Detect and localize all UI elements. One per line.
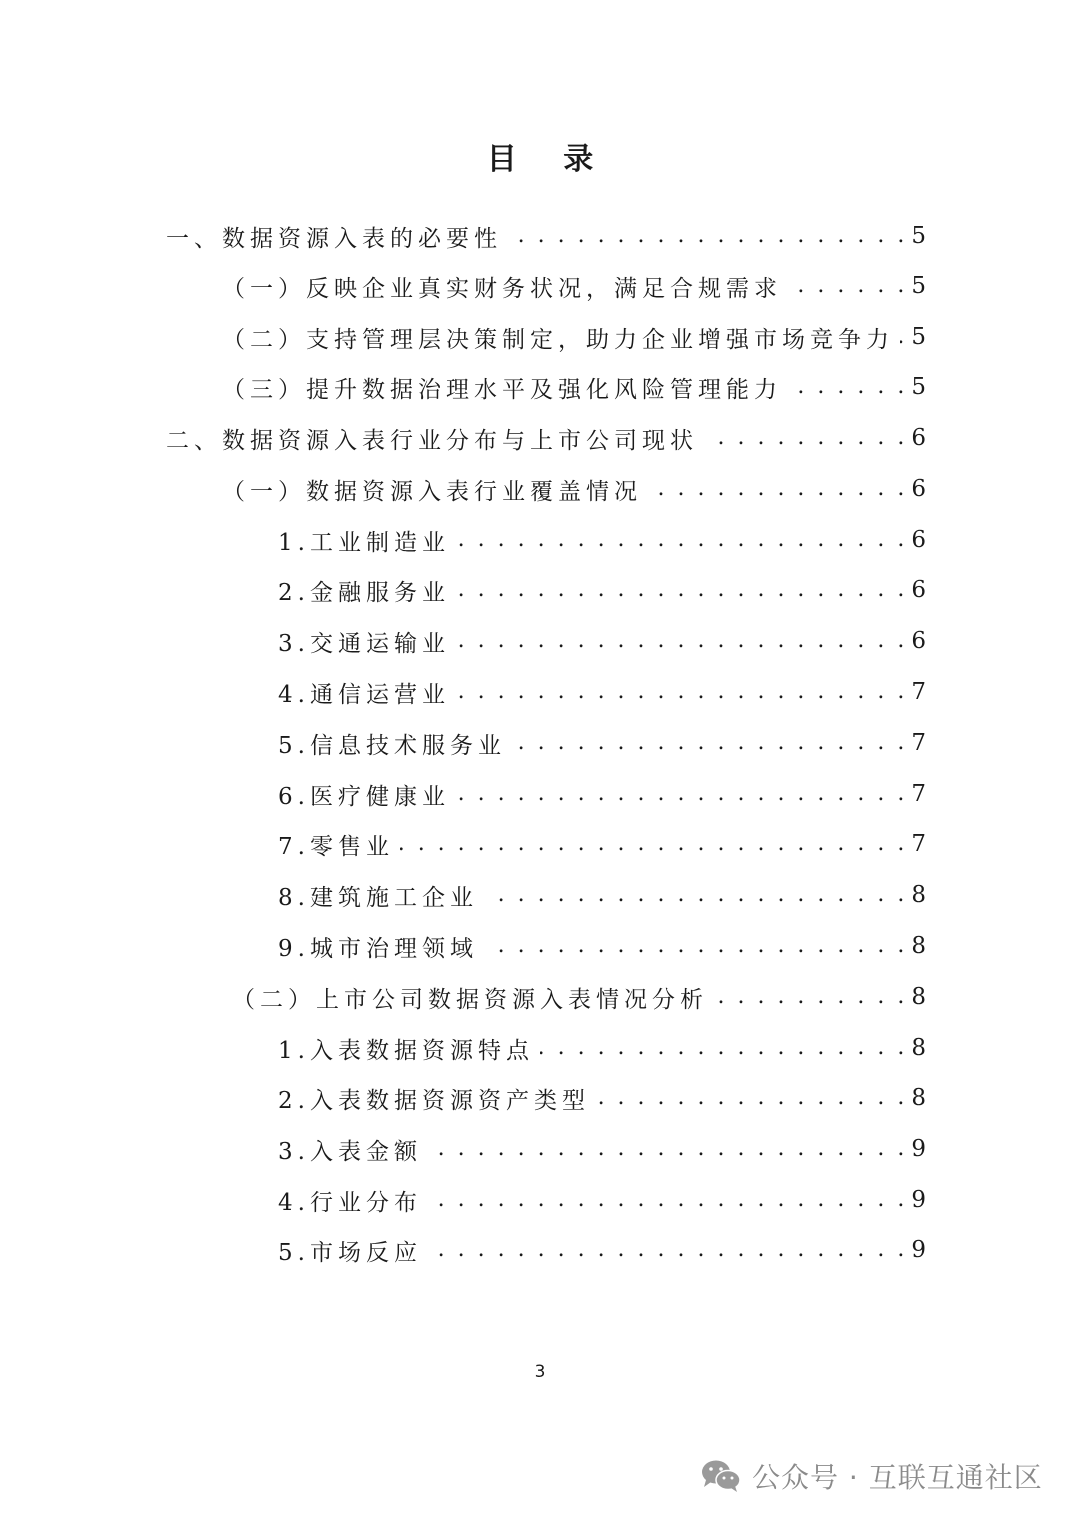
toc-entry-page: 6 xyxy=(911,577,926,603)
toc-entry-label: 5.信息技术服务业 xyxy=(278,732,506,759)
toc-entry[interactable] xyxy=(278,1026,926,1070)
toc-entry-page: 5 xyxy=(911,374,926,400)
toc-entry-page: 5 xyxy=(911,273,926,299)
toc-entry-page: 7 xyxy=(911,730,926,756)
toc-entry[interactable] xyxy=(278,1178,926,1222)
toc-entry[interactable] xyxy=(278,619,926,663)
toc-entry[interactable] xyxy=(222,264,926,308)
toc-entry[interactable] xyxy=(278,873,926,917)
toc-entry-label: 6.医疗健康业 xyxy=(278,783,450,810)
toc-entry-page: 8 xyxy=(911,984,926,1010)
toc-entry[interactable] xyxy=(278,1076,926,1120)
toc-entry-label: 4.通信运营业 xyxy=(278,681,450,708)
toc-entry-label: （二）上市公司数据资源入表情况分析 xyxy=(232,986,708,1013)
toc-entry[interactable] xyxy=(166,214,926,258)
toc-entry-page: 7 xyxy=(911,831,926,857)
toc-leader-dots xyxy=(456,518,907,562)
toc-entry[interactable] xyxy=(278,1228,926,1272)
toc-entry-label: 5.市场反应 xyxy=(278,1239,422,1266)
toc-entry-page: 5 xyxy=(911,223,926,249)
toc-entry-page: 9 xyxy=(911,1237,926,1263)
toc-entry-label: 二、数据资源入表行业分布与上市公司现状 xyxy=(166,427,698,454)
toc-entry[interactable] xyxy=(278,721,926,765)
toc-entry[interactable] xyxy=(222,315,926,359)
toc-entry-page: 7 xyxy=(911,781,926,807)
toc-leader-dots xyxy=(540,1026,907,1070)
toc-entry-page: 8 xyxy=(911,933,926,959)
watermark xyxy=(700,1456,1043,1496)
toc-entry[interactable] xyxy=(278,924,926,968)
toc-entry[interactable] xyxy=(222,365,926,409)
toc-entry-page: 6 xyxy=(911,628,926,654)
toc-entry-page: 6 xyxy=(911,425,926,451)
toc-leader-dots xyxy=(484,873,907,917)
toc-leader-dots xyxy=(400,822,907,866)
toc-entry[interactable] xyxy=(222,467,926,511)
toc-leader-dots xyxy=(428,1228,907,1272)
toc-entry-label: （二）支持管理层决策制定，助力企业增强市场竞争力 xyxy=(222,326,894,353)
toc-leader-dots xyxy=(788,264,907,308)
toc-entry-label: 2.金融服务业 xyxy=(278,579,450,606)
toc-leader-dots xyxy=(704,416,907,460)
toc-leader-dots xyxy=(456,772,907,816)
toc-entry-page: 9 xyxy=(911,1187,926,1213)
toc-entry[interactable] xyxy=(278,1127,926,1171)
toc-entry-label: 3.入表金额 xyxy=(278,1138,422,1165)
toc-entry-label: 8.建筑施工企业 xyxy=(278,884,478,911)
toc-leader-dots xyxy=(484,924,907,968)
toc-entry-label: 4.行业分布 xyxy=(278,1189,422,1216)
toc-entry-label: 一、数据资源入表的必要性 xyxy=(166,225,502,252)
toc-entry[interactable] xyxy=(232,975,926,1019)
toc-entry[interactable] xyxy=(278,670,926,714)
page-number: 3 xyxy=(534,1362,546,1382)
toc-leader-dots xyxy=(456,619,907,663)
toc-leader-dots xyxy=(900,315,907,359)
toc-leader-dots xyxy=(512,721,907,765)
toc-entry-label: 9.城市治理领域 xyxy=(278,935,478,962)
toc-entry-page: 9 xyxy=(911,1136,926,1162)
toc-entry-label: 1.入表数据资源特点 xyxy=(278,1037,534,1064)
toc-leader-dots xyxy=(648,467,907,511)
wechat-icon xyxy=(700,1458,742,1494)
toc-entry-label: 3.交通运输业 xyxy=(278,630,450,657)
toc-entry-page: 8 xyxy=(911,882,926,908)
toc-entry-page: 8 xyxy=(911,1085,926,1111)
toc-leader-dots xyxy=(428,1178,907,1222)
toc-entry-label: （一）数据资源入表行业覆盖情况 xyxy=(222,478,642,505)
toc-entry-label: （一）反映企业真实财务状况，满足合规需求 xyxy=(222,275,782,302)
toc-entry[interactable] xyxy=(278,772,926,816)
toc-entry-label: （三）提升数据治理水平及强化风险管理能力 xyxy=(222,376,782,403)
toc-leader-dots xyxy=(508,214,907,258)
toc-leader-dots xyxy=(788,365,907,409)
toc-leader-dots xyxy=(456,568,907,612)
watermark-text: 公众号 · 互联互通社区 xyxy=(752,1461,1043,1494)
toc-leader-dots xyxy=(714,975,907,1019)
toc-leader-dots xyxy=(596,1076,907,1120)
toc-entry-page: 6 xyxy=(911,527,926,553)
toc-entry-label: 7.零售业 xyxy=(278,833,394,860)
toc-entry-page: 8 xyxy=(911,1035,926,1061)
toc-entry[interactable] xyxy=(278,822,926,866)
toc-entry-label: 2.入表数据资源资产类型 xyxy=(278,1087,590,1114)
toc-entry-page: 7 xyxy=(911,679,926,705)
toc-entry[interactable] xyxy=(278,568,926,612)
toc-leader-dots xyxy=(428,1127,907,1171)
page-title: 目 录 xyxy=(486,142,612,177)
toc-entry-page: 6 xyxy=(911,476,926,502)
toc-entry[interactable] xyxy=(278,518,926,562)
toc-entry[interactable] xyxy=(166,416,926,460)
toc-leader-dots xyxy=(456,670,907,714)
toc-entry-label: 1.工业制造业 xyxy=(278,529,450,556)
toc-entry-page: 5 xyxy=(911,324,926,350)
